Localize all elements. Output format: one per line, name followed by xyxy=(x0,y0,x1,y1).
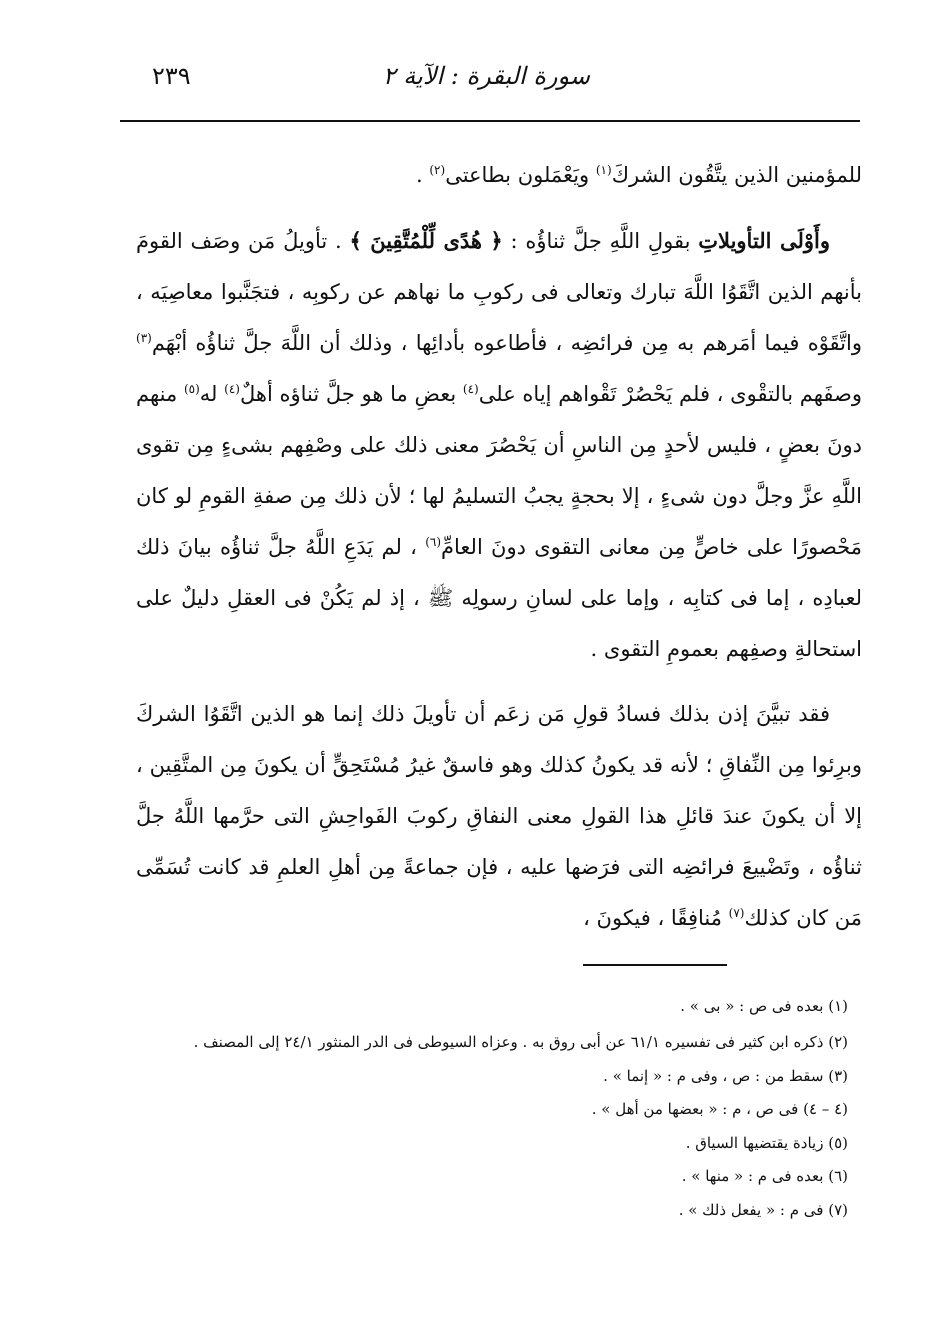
paragraph-text: منهم دونَ بعضٍ ، فليس لأحدٍ مِن الناسِ أن يَحْصُرَ معنى ذلك على وصْفِهم بشىءٍ مِن تقوى اللَّهِ عزَّ وجلَّ دون شىءٍ ، إلا بحجةٍ يجبُ التسليمُ لها ؛ لأن ذلك مِن صفةِ القومِ لو كان مَحْصورًا على خاصٍّ مِن معانى التقوى دونَ العامِّ xyxy=(136,382,862,559)
paragraph-1 xyxy=(136,150,862,201)
paragraph-text: بقولِ اللَّهِ جلَّ ثناؤُه : xyxy=(502,229,699,253)
footnote-5: (٥) زيادة يقتضيها السياق . xyxy=(685,1133,848,1152)
footnote-separator xyxy=(583,964,727,966)
footnote-7: (٧) فى م : « يفعل ذلك » . xyxy=(678,1200,848,1219)
footnote-4: (٤ – ٤) فى ص ، م : « بعضها من أهل » . xyxy=(591,1100,848,1118)
paragraph-text: ، لم يَدَعِ اللَّهُ جلَّ ثناؤُه بيانَ ذلك لعبادِه ، إما فى كتابِه ، وإما على لسانِ رسولِه ﷺ ، إذ لم يَكُنْ فى العقلِ دليلٌ على استحالةِ وصفِهم بعمومِ التقوى . xyxy=(136,535,862,661)
paragraph-text: للمؤمنين الذين يتَّقُون الشركَ xyxy=(611,163,862,187)
paragraph-text: . xyxy=(416,163,430,187)
paragraph-text: فقد تبيَّنَ إذن بذلك فسادُ قولِ مَن زعَم أن تأويلَ ذلك إنما هو الذين اتَّقَوُا الشركَ وبرِئوا مِن النِّفاقِ ؛ لأنه قد يكونُ كذلك وهو فاسقٌ غيرُ مُسْتَحِقٍّ أن يكونَ مِن المتَّقِين ، إلا أن يكونَ عندَ قائلِ هذا القولِ معنى النفاقِ ركوبَ الفَواحِشِ التى حرَّمها اللَّهُ جلَّ ثناؤُه ، وتَضْييعَ فرائضِه التى فرَضها عليه ، فإن جماعةً مِن أهلِ العلمِ قد كانت تُسَمِّى مَن كان كذلك xyxy=(136,702,862,930)
footnote-2: (٢) ذكره ابن كثير فى تفسيره ٦١/١ عن أبى روق به . وعزاه السيوطى فى الدر المنثور ٢٤/١ إلى المصنف . xyxy=(193,1032,848,1051)
footnote-1: (١) بعده فى ص : « بى » . xyxy=(680,997,848,1015)
footnote-ref-5: (٥) xyxy=(183,382,200,396)
main-text xyxy=(136,150,862,944)
footnotes xyxy=(136,990,848,1227)
footnote-ref-3: (٣) xyxy=(136,331,152,345)
footnote-ref-4-start: (٤) xyxy=(462,382,479,396)
paragraph-3 xyxy=(136,689,862,944)
paragraph-text: مُنافِقًا ، فيكونَ ، xyxy=(583,906,729,930)
page-number: ٢٣٩ xyxy=(152,62,191,90)
footnote-6: (٦) بعده فى م : « منها » . xyxy=(681,1167,848,1185)
paragraph-text: . تأويلُ مَن وصَف القومَ بأنهم الذين اتَّقَوُا اللَّهَ تبارك وتعالى فى ركوبِ ما نهاهم عن ركوبِه ، فتجَنَّبوا معاصِيَه ، واتَّقَوْه فيما أمَرهم به مِن فرائضِه ، فأطاعوه بأدائِها ، وذلك أن اللَّهَ جلَّ ثناؤُه أبْهَم xyxy=(136,229,862,355)
page-header xyxy=(120,62,860,102)
footnote-3: (٣) سقط من : ص ، وفى م : « إنما » . xyxy=(603,1066,848,1085)
footnote-ref-6: (٦) xyxy=(425,535,442,549)
quran-quote: ﴿ هُدًى لِّلْمُتَّقِينَ ﴾ xyxy=(349,228,503,253)
paragraph-text: بعضِ ما هو جلَّ ثناؤه أهلٌ xyxy=(239,382,463,406)
header-rule xyxy=(120,120,860,122)
paragraph-text: له xyxy=(199,382,225,406)
running-title: سورة البقرة : الآية ٢ xyxy=(382,62,590,90)
footnote-ref-4-end: (٤) xyxy=(224,382,240,396)
paragraph-text: وصفَهم بالتقْوى ، فلم يَحْصُرْ تَقْواهم إياه على xyxy=(478,382,863,406)
lead-phrase: وأَوْلَى التأويلاتِ xyxy=(698,228,830,253)
paragraph-2 xyxy=(136,215,862,675)
footnote-ref-7: (٧) xyxy=(728,906,745,920)
paragraph-text: ويَعْمَلون بطاعتى xyxy=(445,163,596,187)
footnote-ref-1: (١) xyxy=(595,163,612,177)
footnote-ref-2: (٢) xyxy=(429,163,446,177)
